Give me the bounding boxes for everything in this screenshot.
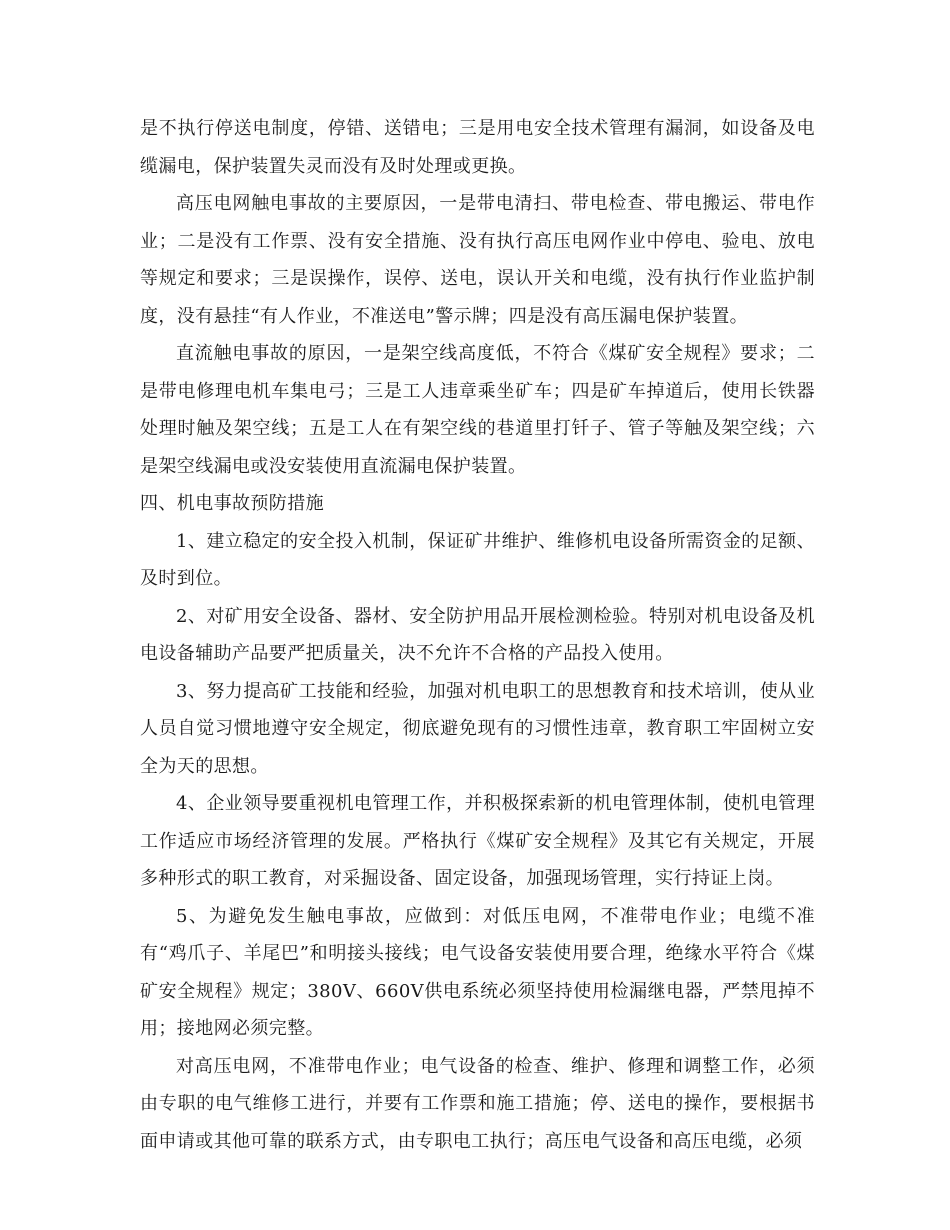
paragraph-high-voltage-causes: 高压电网触电事故的主要原因，一是带电清扫、带电检查、带电搬运、带电作业；二是没有工作票、没有安全措施、没有执行高压电网作业中停电、验电、放电等规定和要求；三是误操作，误停、送电，误认开关和电缆，没有执行作业监护制度，没有悬挂“有人作业，不准送电”警示牌；四是没有高压漏电保护装置。 [140,193,815,327]
paragraph-measure-3: 3、努力提高矿工技能和经验，加强对机电职工的思想教育和技术培训，使从业人员自觉习惯地遵守安全规定，彻底避免现有的习惯性违章，教育职工牢固树立安全为天的思想。 [140,680,815,777]
section-heading: 四、机电事故预防措施 [140,493,324,514]
paragraph-dc-causes: 直流触电事故的原因，一是架空线高度低，不符合《煤矿安全规程》要求；二是带电修理电机车集电弓；三是工人违章乘坐矿车；四是矿车掉道后，使用长铁器处理时触及架空线；五是工人在有架空线的巷道里打钎子、管子等触及架空线；六是架空线漏电或没安装使用直流漏电保护装置。 [140,343,815,477]
paragraph-high-voltage-rules: 对高压电网，不准带电作业；电气设备的检查、维护、修理和调整工作，必须由专职的电气维修工进行，并要有工作票和施工措施；停、送电的操作，要根据书面申请或其他可靠的联系方式，由专职电工执行；高压电气设备和高压电缆，必须 [140,1055,815,1152]
paragraph-measure-1: 1、建立稳定的安全投入机制，保证矿井维护、维修机电设备所需资金的足额、及时到位。 [140,530,815,589]
paragraph-measure-5: 5、为避免发生触电事故，应做到：对低压电网，不准带电作业；电缆不准有“鸡爪子、羊尾巴”和明接头接线；电气设备安装使用要合理，绝缘水平符合《煤矿安全规程》规定；380V、660V供电系统必须坚持使用检漏继电器，严禁甩掉不用；接地网必须完整。 [140,905,815,1039]
paragraph-continuation: 是不执行停送电制度，停错、送错电；三是用电安全技术管理有漏洞，如设备及电缆漏电，保护装置失灵而没有及时处理或更换。 [140,118,815,177]
paragraph-measure-2: 2、对矿用安全设备、器材、安全防护用品开展检测检验。特别对机电设备及机电设备辅助产品要严把质量关，决不允许不合格的产品投入使用。 [140,605,815,664]
paragraph-measure-4: 4、企业领导要重视机电管理工作，并积极探索新的机电管理体制，使机电管理工作适应市场经济管理的发展。严格执行《煤矿安全规程》及其它有关规定，开展多种形式的职工教育，对采掘设备、固定设备，加强现场管理，实行持证上岗。 [140,793,815,889]
document-body [140,110,815,1160]
